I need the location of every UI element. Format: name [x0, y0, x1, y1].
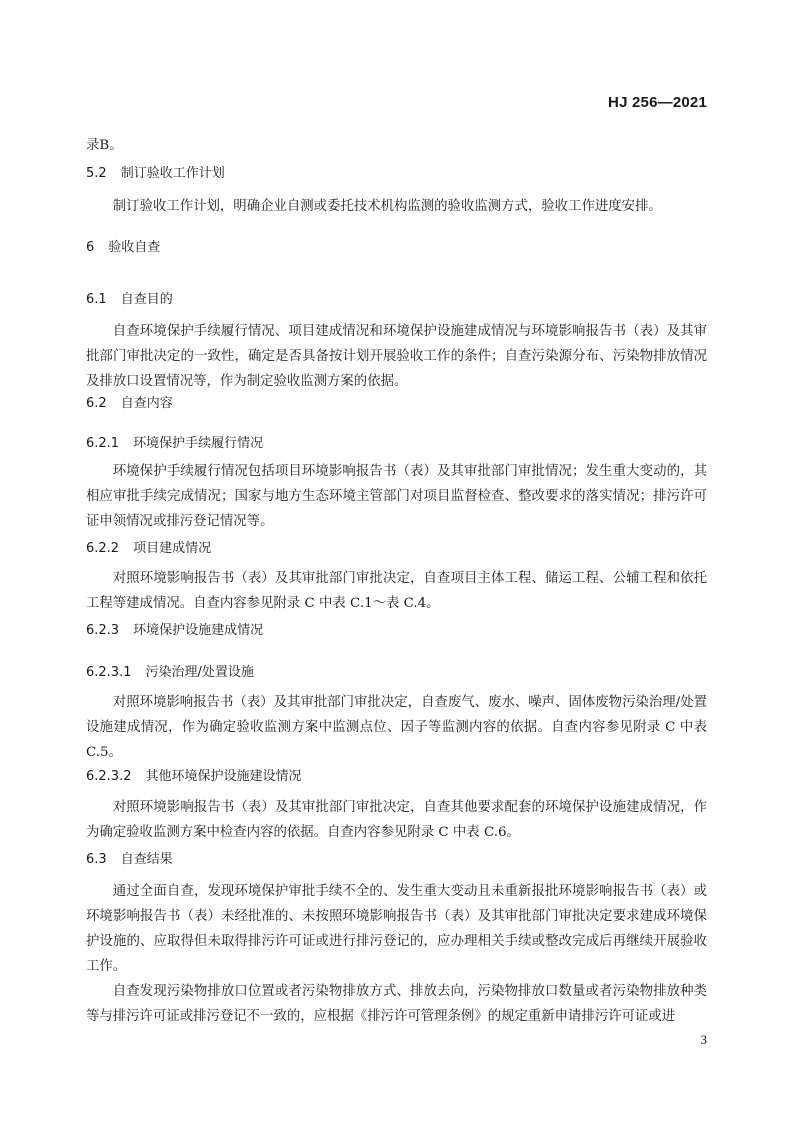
section-5-2-heading: 5.2 制订验收工作计划: [86, 166, 225, 181]
section-6-1-heading: 6.1 自查目的: [86, 292, 173, 307]
document-code: HJ 256—2021: [608, 94, 707, 111]
section-6-2-3-2-heading: 6.2.3.2 其他环境保护设施建设情况: [86, 769, 302, 784]
section-6-2-2-body: 对照环境影响报告书（表）及其审批部门审批决定，自查项目主体工程、储运工程、公辅工程和依托工程等建成情况。自查内容参见附录 C 中表 C.1～表 C.4。: [86, 571, 707, 611]
section-5-2-body: 制订验收工作计划，明确企业自测或委托技术机构监测的验收监测方式，验收工作进度安排。: [112, 199, 662, 214]
section-6-heading: 6 验收自查: [86, 240, 161, 255]
section-6-3-heading: 6.3 自查结果: [86, 852, 173, 867]
section-6-2-heading: 6.2 自查内容: [86, 396, 173, 411]
paragraph-continued: 录B。: [86, 138, 123, 153]
page-number: 3: [700, 1032, 707, 1047]
section-6-1-body: 自查环境保护手续履行情况、项目建成情况和环境保护设施建成情况与环境影响报告书（表）及其审批部门审批决定的一致性，确定是否具备按计划开展验收工作的条件；自查污染源分布、污染物排放情况及排放口设置情况等，作为制定验收监测方案的依据。: [86, 324, 707, 389]
section-6-3-body: 通过全面自查，发现环境保护审批手续不全的、发生重大变动且未重新报批环境影响报告书（表）或环境影响报告书（表）未经批准的、未按照环境影响报告书（表）及其审批部门审批决定要求建成环境保护设施的、应取得但未取得排污许可证或进行排污登记的，应办理相关手续或整改完成后再继续开展验收工作。 自查发现污染物排放口位置或者污染物排放方式、排放去向，污染物排放口数量或者污染物排放种类等与排污许可证或排污登记不一致的，应根据《排污许可管理条例》的规定重新申请排污许可证或进: [86, 884, 707, 1024]
section-6-2-2-heading: 6.2.2 项目建成情况: [86, 541, 212, 556]
section-6-2-3-1-body: 对照环境影响报告书（表）及其审批部门审批决定，自查废气、废水、噪声、固体废物污染治理/处置设施建成情况，作为确定验收监测方案中监测点位、因子等监测内容的依据。自查内容参见附录 C 中表 C.5。: [86, 695, 707, 760]
section-6-2-3-2-body: 对照环境影响报告书（表）及其审批部门审批决定，自查其他要求配套的环境保护设施建成情况，作为确定验收监测方案中检查内容的依据。自查内容参见附录 C 中表 C.6。: [86, 800, 707, 840]
section-6-2-1-body: 环境保护手续履行情况包括项目环境影响报告书（表）及其审批部门审批情况；发生重大变动的，其相应审批手续完成情况；国家与地方生态环境主管部门对项目监督检查、整改要求的落实情况；排污许可证申领情况或排污登记情况等。: [86, 464, 707, 529]
section-6-2-3-1-heading: 6.2.3.1 污染治理/处置设施: [86, 665, 254, 680]
section-6-2-1-heading: 6.2.1 环境保护手续履行情况: [86, 436, 264, 451]
section-6-2-3-heading: 6.2.3 环境保护设施建成情况: [86, 623, 264, 638]
